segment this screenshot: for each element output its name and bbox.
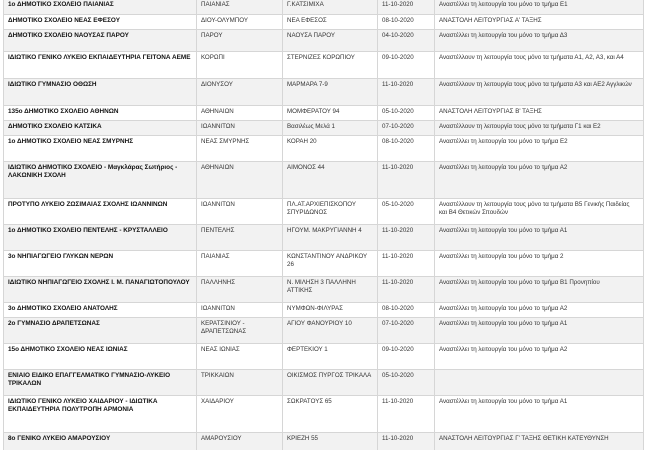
description-cell: Αναστέλλει τη λειτουργία του μόνο το τμήμα Α2 [435, 303, 644, 318]
address-cell: ΝΕΑ ΕΦΕΣΟΣ [283, 15, 378, 30]
table-row [4, 396, 644, 433]
description-cell: Αναστέλλουν τη λειτουργία τους μόνο τα τμήματα Β5 Γενικής Παιδείας και Β4 Θετικών Σπουδών [435, 199, 644, 225]
table-row [4, 15, 644, 30]
table-row [4, 162, 644, 199]
date-cell: 08-10-2020 [378, 15, 435, 30]
address-cell: ΚΡΙΕΖΗ 55 [283, 433, 378, 450]
municipality-cell: ΑΜΑΡΟΥΣΙΟΥ [197, 433, 283, 450]
address-cell: ΝΥΜΦΩΝ-ΦΙΛΥΡΑΣ [283, 303, 378, 318]
school-name-cell: 8ο ΓΕΝΙΚΟ ΛΥΚΕΙΟ ΑΜΑΡΟΥΣΙΟΥ [4, 433, 197, 450]
school-name-cell: ΙΔΙΩΤΙΚΟ ΓΕΝΙΚΟ ΛΥΚΕΙΟ ΕΚΠΑΙΔΕΥΤΗΡΙΑ ΓΕΙΤΟΝΑ ΑΕΜΕ [4, 52, 197, 79]
table-row [4, 303, 644, 318]
table-row [4, 433, 644, 450]
description-cell: Αναστέλλει τη λειτουργία του μόνο το τμήμα Β1 Προνηπίου [435, 277, 644, 303]
date-cell: 11-10-2020 [378, 277, 435, 303]
description-cell: Αναστέλλει τη λειτουργία του μόνο το τμήμα Δ3 [435, 30, 644, 52]
description-cell: Αναστέλλει τη λειτουργία του μόνο το τμήμα Α1 [435, 318, 644, 344]
municipality-cell: ΔΙΟΥ-ΟΛΥΜΠΟΥ [197, 15, 283, 30]
address-cell: ΗΓΟΥΜ. ΜΑΚΡΥΓΙΑΝΝΗ 4 [283, 225, 378, 251]
date-cell: 05-10-2020 [378, 199, 435, 225]
address-cell: ΑΙΜΟΝΟΣ 44 [283, 162, 378, 199]
address-cell: ΑΓΙΟΥ ΦΑΝΟΥΡΙΟΥ 10 [283, 318, 378, 344]
municipality-cell: ΔΙΟΝΥΣΟΥ [197, 79, 283, 106]
date-cell: 11-10-2020 [378, 251, 435, 277]
municipality-cell: ΠΑΡΟΥ [197, 30, 283, 52]
municipality-cell: ΚΕΡΑΤΣΙΝΙΟΥ - ΔΡΑΠΕΤΣΩΝΑΣ [197, 318, 283, 344]
description-cell: ΑΝΑΣΤΟΛΗ ΛΕΙΤΟΥΡΓΙΑΣ Γ' ΤΑΞΗΣ ΘΕΤΙΚΗ ΚΑΤΕΥΘΥΝΣΗ [435, 433, 644, 450]
address-cell: ΦΕΡΤΕΚΙΟΥ 1 [283, 344, 378, 370]
description-cell: ΑΝΑΣΤΟΛΗ ΛΕΙΤΟΥΡΓΙΑΣ Α' ΤΑΞΗΣ [435, 15, 644, 30]
table-row [4, 318, 644, 344]
school-name-cell: 1ο ΔΗΜΟΤΙΚΟ ΣΧΟΛΕΙΟ ΝΕΑΣ ΣΜΥΡΝΗΣ [4, 136, 197, 162]
school-name-cell: 135ο ΔΗΜΟΤΙΚΟ ΣΧΟΛΕΙΟ ΑΘΗΝΩΝ [4, 106, 197, 121]
school-name-cell: ΔΗΜΟΤΙΚΟ ΣΧΟΛΕΙΟ ΚΑΤΣΙΚΑ [4, 121, 197, 136]
school-name-cell: ΙΔΙΩΤΙΚΟ ΓΥΜΝΑΣΙΟ ΟΘΩΣΗ [4, 79, 197, 106]
address-cell: ΝΑΟΥΣΑ ΠΑΡΟΥ [283, 30, 378, 52]
address-cell: ΚΟΡΑΗ 20 [283, 136, 378, 162]
description-cell: Αναστέλλει τη λειτουργία του μόνο το τμήμα Α2 [435, 162, 644, 199]
date-cell: 09-10-2020 [378, 52, 435, 79]
municipality-cell: ΠΑΛΛΗΝΗΣ [197, 277, 283, 303]
school-closures-table [3, 0, 644, 450]
municipality-cell: ΑΘΗΝΑΙΩΝ [197, 162, 283, 199]
municipality-cell: ΝΕΑΣ ΣΜΥΡΝΗΣ [197, 136, 283, 162]
school-name-cell: 15ο ΔΗΜΟΤΙΚΟ ΣΧΟΛΕΙΟ ΝΕΑΣ ΙΩΝΙΑΣ [4, 344, 197, 370]
table-row [4, 106, 644, 121]
description-cell: Αναστέλλει τη λειτουργία του μόνο το τμήμα Α2 [435, 344, 644, 370]
table-row [4, 136, 644, 162]
description-cell: Αναστέλλει τη λειτουργία του μόνο το τμήμα Ε2 [435, 136, 644, 162]
date-cell: 08-10-2020 [378, 136, 435, 162]
table-row [4, 344, 644, 370]
municipality-cell: ΠΑΙΑΝΙΑΣ [197, 0, 283, 15]
municipality-cell: ΠΑΙΑΝΙΑΣ [197, 251, 283, 277]
date-cell: 08-10-2020 [378, 303, 435, 318]
school-name-cell: ΔΗΜΟΤΙΚΟ ΣΧΟΛΕΙΟ ΝΕΑΣ ΕΦΕΣΟΥ [4, 15, 197, 30]
date-cell: 11-10-2020 [378, 79, 435, 106]
municipality-cell: ΚΟΡΩΠΙ [197, 52, 283, 79]
date-cell: 11-10-2020 [378, 396, 435, 433]
address-cell: Βασιλέως Μελά 1 [283, 121, 378, 136]
table-row [4, 52, 644, 79]
school-name-cell: 3ο ΔΗΜΟΤΙΚΟ ΣΧΟΛΕΙΟ ΑΝΑΤΟΛΗΣ [4, 303, 197, 318]
description-cell [435, 370, 644, 396]
school-name-cell: ΙΔΙΩΤΙΚΟ ΝΗΠΙΑΓΩΓΕΙΟ ΣΧΟΛΗΣ Ι. Μ. ΠΑΝΑΓΙΩΤΟΠΟΥΛΟΥ [4, 277, 197, 303]
date-cell: 07-10-2020 [378, 318, 435, 344]
municipality-cell: ΙΩΑΝΝΙΤΩΝ [197, 199, 283, 225]
date-cell: 05-10-2020 [378, 370, 435, 396]
address-cell: ΜΟΜΦΕΡΑΤΟΥ 94 [283, 106, 378, 121]
address-cell: Ν. ΜΙΛΗΣΗ 3 ΠΑΛΛΗΝΗ ΑΤΤΙΚΗΣ [283, 277, 378, 303]
school-name-cell: ΙΔΙΩΤΙΚΟ ΔΗΜΟΤΙΚΟ ΣΧΟΛΕΙΟ - Μαγκλάρας Σωτήριος - ΛΑΚΩΝΙΚΗ ΣΧΟΛΗ [4, 162, 197, 199]
date-cell: 09-10-2020 [378, 344, 435, 370]
school-name-cell: ΙΔΙΩΤΙΚΟ ΓΕΝΙΚΟ ΛΥΚΕΙΟ ΧΑΙΔΑΡΙΟΥ - ΙΔΙΩΤΙΚΑ ΕΚΠΑΙΔΕΥΤΗΡΙΑ ΠΟΛΥΤΡΟΠΗ ΑΡΜΟΝΙΑ [4, 396, 197, 433]
description-cell: Αναστέλλουν τη λειτουργία τους μόνο τα τμήματα Γ1 και Ε2 [435, 121, 644, 136]
table-row [4, 121, 644, 136]
address-cell: ΜΑΡΜΑΡΑ 7-9 [283, 79, 378, 106]
municipality-cell: ΙΩΑΝΝΙΤΩΝ [197, 121, 283, 136]
description-cell: Αναστέλλει τη λειτουργία του μόνο το τμήμα Α1 [435, 396, 644, 433]
description-cell: Αναστέλλει τη λειτουργία του μόνο το τμήμα Ε1 [435, 0, 644, 15]
address-cell: ΣΩΚΡΑΤΟΥΣ 65 [283, 396, 378, 433]
date-cell: 11-10-2020 [378, 433, 435, 450]
table-row [4, 30, 644, 52]
table-row [4, 251, 644, 277]
description-cell: Αναστέλλει τη λειτουργία του μόνο το τμήμα 2 [435, 251, 644, 277]
date-cell: 07-10-2020 [378, 121, 435, 136]
school-name-cell: ΕΝΙΑΙΟ ΕΙΔΙΚΟ ΕΠΑΓΓΕΛΜΑΤΙΚΟ ΓΥΜΝΑΣΙΟ-ΛΥΚΕΙΟ ΤΡΙΚΑΛΩΝ [4, 370, 197, 396]
school-name-cell: 3ο ΝΗΠΙΑΓΩΓΕΙΟ ΓΛΥΚΩΝ ΝΕΡΩΝ [4, 251, 197, 277]
date-cell: 05-10-2020 [378, 106, 435, 121]
address-cell: ΣΤΕΡΝΙΖΕΣ ΚΟΡΩΠΙΟΥ [283, 52, 378, 79]
municipality-cell: ΙΩΑΝΝΙΤΩΝ [197, 303, 283, 318]
municipality-cell: ΤΡΙΚΚΑΙΩΝ [197, 370, 283, 396]
table-row [4, 370, 644, 396]
address-cell: ΚΩΝΣΤΑΝΤΙΝΟΥ ΑΝΔΡΙΚΟΥ 26 [283, 251, 378, 277]
address-cell: ΟΙΚΙΣΜΟΣ ΠΥΡΓΟΣ ΤΡΙΚΑΛΑ [283, 370, 378, 396]
school-name-cell: 1ο ΔΗΜΟΤΙΚΟ ΣΧΟΛΕΙΟ ΠΕΝΤΕΛΗΣ - ΚΡΥΣΤΑΛΛΕΙΟ [4, 225, 197, 251]
date-cell: 11-10-2020 [378, 225, 435, 251]
date-cell: 04-10-2020 [378, 30, 435, 52]
municipality-cell: ΑΘΗΝΑΙΩΝ [197, 106, 283, 121]
table-row [4, 199, 644, 225]
table-body [4, 0, 644, 450]
address-cell: Γ.ΚΑΤΣΙΜΙΧΑ [283, 0, 378, 15]
date-cell: 11-10-2020 [378, 162, 435, 199]
table-row [4, 277, 644, 303]
municipality-cell: ΠΕΝΤΕΛΗΣ [197, 225, 283, 251]
table-row [4, 79, 644, 106]
description-cell: Αναστέλλουν τη λειτουργία τους μόνο τα τμήματα Α1, Α2, Α3, και Α4 [435, 52, 644, 79]
municipality-cell: ΧΑΙΔΑΡΙΟΥ [197, 396, 283, 433]
school-name-cell: ΔΗΜΟΤΙΚΟ ΣΧΟΛΕΙΟ ΝΑΟΥΣΑΣ ΠΑΡΟΥ [4, 30, 197, 52]
description-cell: Αναστέλλει τη λειτουργία του μόνο το τμήμα Α1 [435, 225, 644, 251]
table-row [4, 0, 644, 15]
address-cell: ΠΛ.ΑΤ.ΑΡΧΙΕΠΙΣΚΟΠΟΥ ΣΠΥΡΙΔΩΝΟΣ [283, 199, 378, 225]
description-cell: Αναστέλλουν τη λειτουργία τους μόνο τα τμήματα Α3 και ΑΕ2 Αγγλικών [435, 79, 644, 106]
description-cell: ΑΝΑΣΤΟΛΗ ΛΕΙΤΟΥΡΓΙΑΣ Β' ΤΑΞΗΣ [435, 106, 644, 121]
school-name-cell: 2ο ΓΥΜΝΑΣΙΟ ΔΡΑΠΕΤΣΩΝΑΣ [4, 318, 197, 344]
table-row [4, 225, 644, 251]
school-name-cell: ΠΡΟΤΥΠΟ ΛΥΚΕΙΟ ΖΩΣΙΜΑΙΑΣ ΣΧΟΛΗΣ ΙΩΑΝΝΙΝΩΝ [4, 199, 197, 225]
date-cell: 11-10-2020 [378, 0, 435, 15]
municipality-cell: ΝΕΑΣ ΙΩΝΙΑΣ [197, 344, 283, 370]
school-name-cell: 1ο ΔΗΜΟΤΙΚΟ ΣΧΟΛΕΙΟ ΠΑΙΑΝΙΑΣ [4, 0, 197, 15]
